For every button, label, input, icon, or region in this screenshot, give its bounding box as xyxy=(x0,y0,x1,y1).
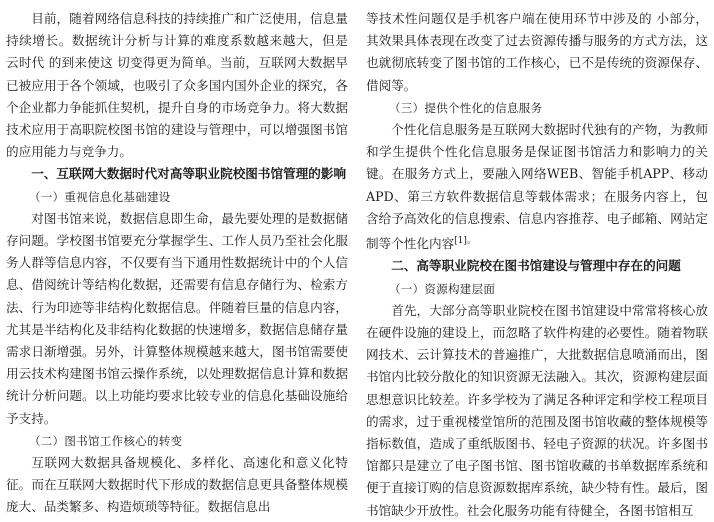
body-text: 个性化信息服务是互联网大数据时代独有的产物，为教师和学生提供个性化信息服务是保证图书馆活力和影响力的关键。在服务方式上，要融入网络WEB、智能手机APP、移动APD、第三方软件数据信息等载体需求；在服务内容上，包含给予高效化的信息搜索、信息内容推荐、电子邮箱、网站定制等个性化内容 xyxy=(366,122,708,252)
citation-ref: [1]。 xyxy=(454,236,476,247)
subsection-heading: （一）重视信息化基础建设 xyxy=(29,189,171,204)
subsection-heading: （三）提供个性化的信息服务 xyxy=(389,100,543,115)
continued-paragraph: 等技术性问题仅是手机客户端在使用环节中涉及的 小部分，其效果具体表现在改变了过去资源传播与服务的方式方法，这也就彻底转变了图书馆的工作核心，已不是传统的资源保存、借阅等。 xyxy=(366,11,708,93)
subsection-heading: （一）资源构建层面 xyxy=(389,281,496,296)
body-paragraph: 首先，大部分高等职业院校在图书馆建设中常常将核心放在硬件设施的建设上，而忽略了软件构建的必要性。随着物联网技术、云计算技术的普遍推广，大批数据信息喷涌而出，图书馆内比较分散化的知识资源无法融入。其次，资源构建层面思想意识比较差。许多学校为了满足各种评定和学校工程项目的需求，过于重视楼堂馆所的范围及图书馆收藏的整体规模等指标数值，造成了重纸版图书、轻电子资源的状况。许多图书馆都只是建立了电子图书馆、图书馆收藏的书单数据库系统和便于直接订购的信息资源数据库系统，缺少特有性。最后，图书馆缺少开放性。社会化服务功能有待健全，各图书馆相互 xyxy=(366,302,708,518)
subsection-heading: （二）图书馆工作核心的转变 xyxy=(29,433,183,448)
body-paragraph: 对图书馆来说，数据信息即生命，最先要处理的是数据储存问题。学校图书馆要充分掌握学生、工作人员乃至社会化服务人群等信息内容，不仅要有当下通用性数据统计中的个人信息、借阅统计等结构化数据，还需要有信息存储行为、检索方法、行为印迹等非结构化数据信息。伴随着巨量的信息内容，尤其是半结构化及非结构化数据的快速增多，数据信息储存量需求日渐增强。另外，计算整体规模越来越大，图书馆需要使用云技术构建图书馆云操作系统，以处理数据信息计算和数据统计分析问题。以上功能均要求比较专业的信息化基础设施给予支持。 xyxy=(6,210,348,426)
right-column xyxy=(366,8,708,520)
left-column xyxy=(6,8,348,520)
section-heading-1: 一、互联网大数据时代对高等职业院校图书馆管理的影响 xyxy=(31,166,347,182)
section-heading-2: 二、高等职业院校在图书馆建设与管理中存在的问题 xyxy=(391,258,681,274)
intro-paragraph: 目前，随着网络信息科技的持续推广和广泛使用，信息量持续增长。数据统计分析与计算的难度系数越来越大，但是 云时代 的到来使这 切变得更为简单。当前，互联网大数据早已被应用于各个领域，也吸引了众多国内国外企业的探究，各个企业都力争能抓住契机，提升自身的市场竞争力。将大数据技术应用于高职院校图书馆的建设与管理中，可以增强图书馆的应用能力与竞争力。 xyxy=(6,11,348,160)
body-paragraph: 互联网大数据具备规模化、多样化、高速化和意义化特征。而在互联网大数据时代下形成的数据信息更具备整体规模庞大、品类繁多、构造烦琐等特征。数据信息出 xyxy=(6,455,348,515)
body-paragraph xyxy=(366,119,708,255)
